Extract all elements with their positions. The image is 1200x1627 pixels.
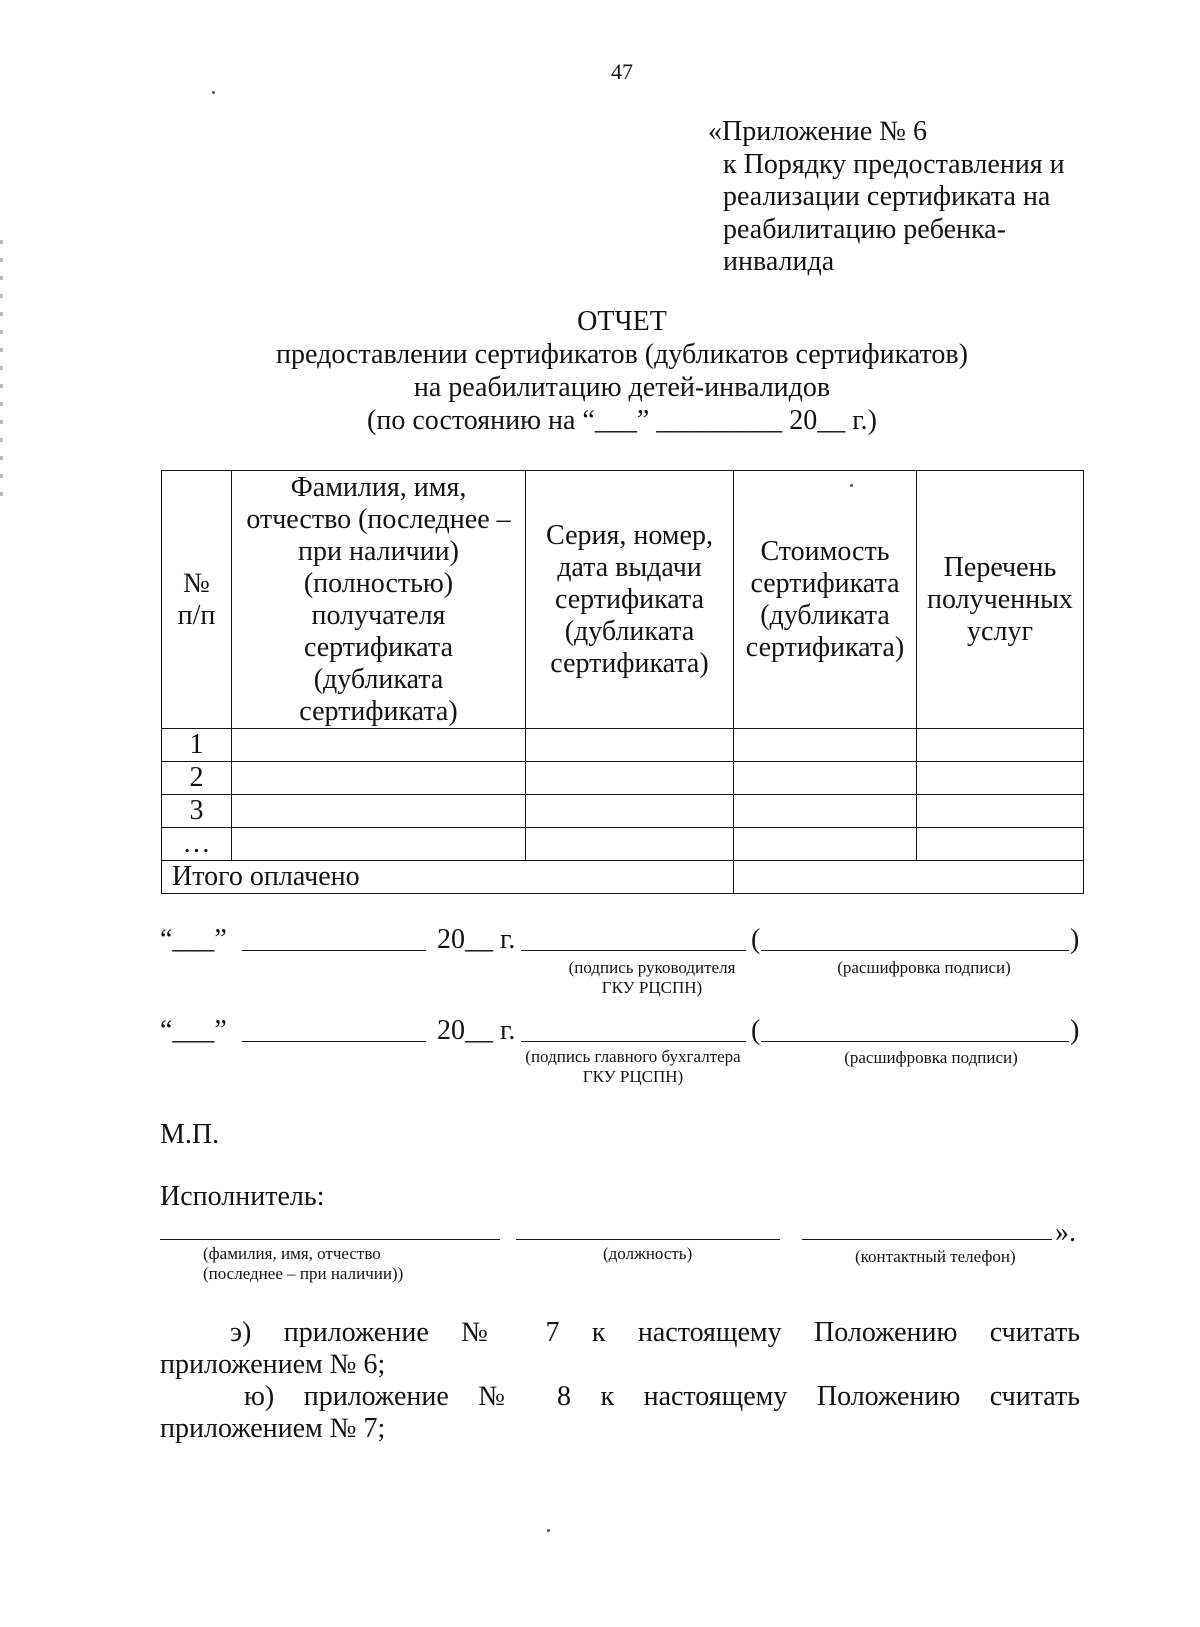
appendix-line: реабилитацию ребенка- bbox=[723, 213, 1006, 245]
signature-line bbox=[521, 1015, 746, 1042]
signature-caption: (подпись главного бухгалтера ГКУ РЦСПН) bbox=[525, 1047, 741, 1086]
table-cell-certificate bbox=[526, 828, 734, 861]
appendix-line: инвалида bbox=[723, 246, 835, 277]
appendix-line: реализации сертификата на bbox=[723, 181, 1051, 212]
table-cell-recipient bbox=[232, 828, 526, 861]
scan-edge-artifact bbox=[0, 240, 3, 510]
stamp-label: М.П. bbox=[160, 1119, 220, 1150]
signature-line bbox=[521, 924, 746, 951]
header-cell-recipient: Фамилия, имя, отчество (последнее – при наличии) (полностью) получателя сертификата (дубликата сертификата) bbox=[232, 471, 526, 729]
table-row bbox=[162, 729, 1084, 762]
signature-decode-caption: (расшифровка подписи) bbox=[837, 958, 1011, 977]
signature-decode-line bbox=[761, 924, 1069, 951]
paren-open: ( bbox=[751, 924, 761, 955]
table-cell-cost bbox=[734, 828, 917, 861]
report-heading: ОТЧЕТ bbox=[577, 306, 667, 337]
page-number: 47 bbox=[611, 59, 633, 84]
scan-speck bbox=[547, 1529, 550, 1532]
table-cell-number: 3 bbox=[162, 795, 232, 828]
table-cell-certificate bbox=[526, 729, 734, 762]
report-as-of-date: (по состоянию на “___” _________ 20__ г.) bbox=[367, 405, 877, 436]
date-month-line bbox=[242, 1015, 426, 1042]
table-row bbox=[162, 762, 1084, 795]
report-subtitle: предоставлении сертификатов (дубликатов сертификатов) bbox=[276, 339, 968, 370]
paren-open: ( bbox=[751, 1015, 761, 1046]
table-cell-number: 1 bbox=[162, 729, 232, 762]
date-day-field: “___” bbox=[160, 924, 227, 955]
table-cell-services bbox=[917, 828, 1084, 861]
signature-decode-caption: (расшифровка подписи) bbox=[844, 1048, 1018, 1067]
signature-row-director bbox=[0, 924, 1200, 956]
table-cell-cost bbox=[734, 729, 917, 762]
executor-position-line bbox=[516, 1239, 780, 1240]
signature-caption: (подпись руководителя ГКУ РЦСПН) bbox=[568, 958, 736, 997]
date-year-field: 20__ г. bbox=[437, 1015, 516, 1046]
table-cell-recipient bbox=[232, 795, 526, 828]
amendment-paragraph-continuation: приложением № 6; bbox=[160, 1349, 386, 1380]
appendix-line: к Порядку предоставления и bbox=[723, 148, 1065, 180]
report-subtitle: на реабилитацию детей-инвалидов bbox=[413, 372, 831, 403]
table-row bbox=[162, 795, 1084, 828]
table-cell-certificate bbox=[526, 762, 734, 795]
table-cell-services bbox=[917, 795, 1084, 828]
scan-speck bbox=[212, 91, 215, 94]
table-cell-cost bbox=[734, 762, 917, 795]
table-cell-number: … bbox=[162, 828, 232, 861]
table-cell-cost bbox=[734, 795, 917, 828]
table-cell-number: 2 bbox=[162, 762, 232, 795]
table-cell-recipient bbox=[232, 729, 526, 762]
total-value-cell bbox=[734, 861, 1084, 894]
executor-position-caption: (должность) bbox=[603, 1244, 693, 1263]
amendment-paragraph: э) приложение № 7 к настоящему Положению считать bbox=[230, 1317, 1080, 1348]
table-cell-services bbox=[917, 762, 1084, 795]
table-row bbox=[162, 828, 1084, 861]
table-total-row bbox=[162, 861, 1084, 894]
report-table bbox=[161, 470, 1084, 894]
table-cell-certificate bbox=[526, 795, 734, 828]
paren-close: ) bbox=[1070, 924, 1080, 955]
signature-row-accountant bbox=[0, 1015, 1200, 1047]
amendment-paragraph: ю) приложение № 8 к настоящему Положению считать bbox=[244, 1381, 1080, 1412]
amendment-paragraph-continuation: приложением № 7; bbox=[160, 1413, 386, 1444]
appendix-title: «Приложение № 6 bbox=[708, 116, 927, 147]
signature-decode-line bbox=[761, 1015, 1069, 1042]
executor-phone-line bbox=[802, 1239, 1052, 1240]
table-header-row bbox=[162, 471, 1084, 729]
executor-label: Исполнитель: bbox=[160, 1181, 325, 1212]
report-title-block bbox=[161, 305, 1083, 437]
executor-phone-caption: (контактный телефон) bbox=[855, 1247, 1016, 1266]
executor-name-caption: (фамилия, имя, отчество (последнее – при наличии)) bbox=[203, 1244, 404, 1283]
paren-close: ) bbox=[1070, 1015, 1080, 1046]
date-month-line bbox=[242, 924, 426, 951]
appendix-reference bbox=[708, 116, 1065, 279]
executor-name-line bbox=[160, 1239, 500, 1240]
date-year-field: 20__ г. bbox=[437, 924, 516, 955]
header-cell-number: № п/п bbox=[162, 471, 232, 729]
header-cell-certificate: Серия, номер, дата выдачи сертификата (дубликата сертификата) bbox=[526, 471, 734, 729]
table-cell-services bbox=[917, 729, 1084, 762]
total-label: Итого оплачено bbox=[162, 861, 734, 894]
table-cell-recipient bbox=[232, 762, 526, 795]
closing-quote: ». bbox=[1055, 1217, 1076, 1248]
header-cell-services: Перечень полученных услуг bbox=[917, 471, 1084, 729]
date-day-field: “___” bbox=[160, 1015, 227, 1046]
header-cell-cost: Стоимость сертификата (дубликата сертификата) bbox=[734, 471, 917, 729]
